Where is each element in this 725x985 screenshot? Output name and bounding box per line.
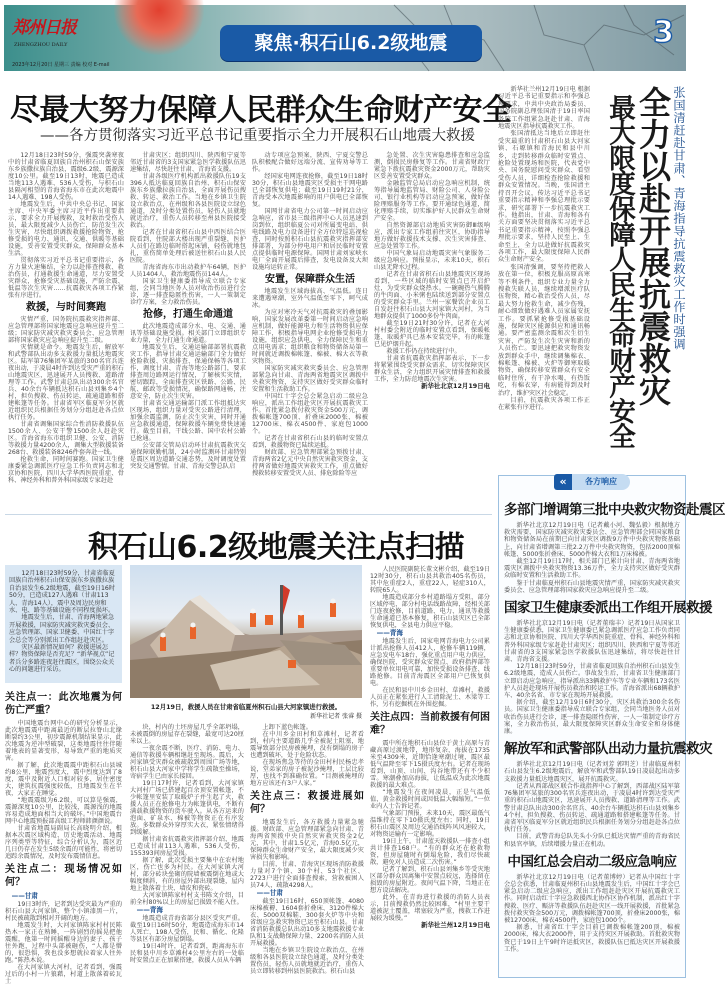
photo-caption: 12月19日，救援人员在甘肃省临夏州积石山县大河家镇进行救援。 [150,703,342,711]
paragraph: 当地在乡镇卫生院设立救治点，在州级和各县医院设立绿色通道，及时分类处置伤员，轻伤人员就地就近治疗，重伤人员立即转移到州县医院救治。积石山县 [250,947,364,975]
side-story [498,86,688,464]
focus-column-1 [5,688,123,985]
paragraph: 地震造成青海省部分县区受灾严重。截至19日16时50分，地震造成海东市14人死亡，198人受伤，民和、循化、化隆等县区有部分房屋倒塌。 [130,915,244,943]
rescue-scene-illustration [130,565,362,698]
paragraph: 记者在甘肃省积石山县的临时安置点看到，救援物资已陆续运抵。 [252,435,368,449]
paragraph: 地震发生区域海拔高、气温低。连日来遭遇寒潮，室外气温低至零下，呵气成冰。 [252,288,368,309]
rescue-photo [130,565,362,698]
responses-box-body [504,496,725,974]
paragraph: 在大河家镇大河村，记者看到，强震过后的小村一片狼藉，村道上散落着砖瓦土 [5,964,122,985]
article-title: 关注点三：救援进展如何？ [250,791,364,815]
paragraph: 地震发生后，交通运输部部署抗震救灾工作，指导甘肃交通运输部门全力做好抢险救援、灾损排查、保通保畅等各项工作，调度甘肃、青海等地公路部门，要求排查周边路网运行情况，了解核实灾情，密切跟踪，全面排查灾区铁路、公路、民航、邮政等受损情况，确保路网通畅，注意安全，防止次生灾害。 [130,344,246,400]
side-story-kicker: 张国清赶赴甘肃、青海指导抗震救灾工作时强调 [672,86,686,351]
paragraph: 目前，甘肃、青海灾区现场消防救援力量对7个镇、30个村、53个社区、2723户进行全面排查搜索，营救被困人员74人，疏散4298人。 [250,861,364,889]
paragraph: 公安部交管局启动环甘肃抗震救灾交通保障联勤机制，24小时监测环甘肃特别是震区周边道路交通态势，及时调度处置突发交通警情。甘肃、青海交警总队启 [130,442,246,470]
paragraph: 记者了解到，积石山县刘集乡等受灾地区部分群众因离集中安置点较远，选择留在损毁的房屋附近。夜间气温下降，当地正在想方设法解决。 [370,866,490,894]
paragraph: 新华社兰州12月19日电 根据习近平总书记重要指示和李强总理要求，中共中央政治局委员、国务院副总理张国清于19日率国务院工作组紧急赶赴甘肃、青海地震灾区指导抗震救灾工作。 [498,86,590,131]
dateline-subhead: ——甘肃 [256,889,283,897]
paragraph: 张国清抵达当地后立即赶往受灾最重的甘肃积石山县大河家镇、石塬镇和青海民和县中川乡，走到转移群众临时安置点、抢险处置现场和医院，代表党中央、国务院慰问受灾群众、看望受伤人员，详细检查抢险救援和群众安置情况。当晚，张国清主持召开会议，传达习近平总书记重要指示精神和李强总理批示要求，研究部署下一步抗震救灾工作。他指出，甘肃、青海和各有关方面要坚决贯彻落实习近平总书记重要指示精神，按照李强总理批示要求，坚持人民至上、生命至上，全力以赴做好抗震救灾各项工作，最大限度保障人民群众生命财产安全。 [498,130,590,264]
byline: 新华社兰州12月19日电 [421,921,490,929]
paragraph: 新华社北京12月19日电（记者董瑞丰）记者19日从国家卫生健康委获悉，国家卫生健康委已紧急调派医疗应急工作负责同志和北京协和医院、四川大学华西医院重症、骨科、神经外科和普外科国家级专家赶赴甘肃灾区；组织四川、陕西和宁夏等邻近甘肃省的3支国家紧急医学救援队伍迅速集结，将尽快赶往甘肃、青海省支援。 [504,620,680,664]
paragraph: 贯彻落实习近平总书记重要指示，各方力量火速集结，全力以赴排查搜救、救治伤员，打通救援生命通道，尽力安置受灾群众，抢修受灾基础设施，严防余震、低温等次生灾害……抗震救灾各项工作紧张有序进行。 [8,257,124,299]
paragraph: 在中川乡金田村和草滩村，记者看到，村内主要道路几乎全被泥土阻塞，地震导致部分民房被掩埋，没有倒塌的房子也遭到破坏，处于危险状态。 [250,731,364,759]
paragraph: 据了解，此次受损主要集中在农村地区，伤亡也多为村民。在大河家镇大河村，部分砖块垒砌的院墙被震倒在地或大幅度倾斜，有的房屋外部出现裂缝，屋内地上散落着土块、墙皮和瓷砖。 [130,857,244,892]
paragraph: 一夜余震不断，医疗、消防、电力、通信等救援车辆相继赶至现场。震后，大河家镇受灾群众被疏散到周围广场等地，积石山县大河家中学将学生疏散至操场，寄宿学生已由家长接回。 [130,745,244,780]
paragraph: 19日4时许，记者看到，距离海东市民和县中川乡草滩村4公里左右的一处临时安置点正在加紧搭建，救援人员从车辆 [130,943,244,964]
responses-tab [554,474,630,490]
article-title: 解放军和武警部队出动力量抗震救灾 [504,741,712,758]
paragraph: 国家防灾减灾救灾委员会、应急管理部紧急向甘肃、青海两省地震灾区调拨中央救灾物资，支持灾区做好受灾群众临时安置和生活救助工作。 [252,365,368,393]
byline: 新华社北京12月19日电 [421,382,490,390]
article-title: 中国红总会启动二级应急响应 [507,853,677,870]
paragraph: 灾情就是命令。地震发生后，解放军和武警部队出动多支救援力量抵达地震灾区。陆军第76集团军某旅的300名官兵连夜出动，于凌晨4时许到达受灾严重的积石山地震灾区，迅速展开人员搜救、道路清理等工作。武警甘肃总队出动300余名官兵、40余台车辆抵达积石山县刘集乡4个村，担负搜救、伤员转运、疏通道路和搭建帐篷等任务。甘肃省军区临夏军分区就近组织民兵根据任务划分分组赶赴各点位执行任务。 [8,344,124,421]
paragraph: 国网甘肃省电力公司第一时间启动应急响应，省市县三级指挥中心人员迅速到岗到位，组织临夏公司对所属变电站、供电线路及电力设备进行全方位特巡巡视检查，同时按照积石山县抗震救灾指挥部安排部署，为部分停电用户和居民临时安置点提供临时电源保障。国网甘肃刘家峡水电厂全面开展震后排查，发电设备及大坝设施均运转正常。 [252,208,368,271]
paragraph: 19日上午，甘肃蓝天救援队一排查小组共计排查168户。“有的群众还在抢救物资，但房屋随时有倒塌危险，我们尽快疏散，避免对人员造成二次伤害。” [370,838,490,866]
focus-intro-box [5,565,122,683]
article-title: 关注点二：现场情况如何？ [5,864,122,888]
lead-subheadline: ——各方贯彻落实习近平总书记重要指示全力开展积石山地震大救援 [40,128,475,144]
paragraph: 气象部门预报，未来10天，震区最低气温维持在零下10摄氏度左右；同时，19日积石山震区及周边交通沿线阵风风速较大，对物资运输有一定影响。 [370,810,490,838]
lead-column-1 [8,152,124,484]
paragraph: 地震发生后，各方救援力量紧急驰援。财政部、应急管理部紧急向甘肃、青海两省预拨中央自然灾害救灾资金2亿元，其中，甘肃1.5亿元，青海0.5亿元，保障群众生命财产安全，最大限度减少灾害损失和影响。 [250,819,364,861]
paragraph: 中国红十字会总会紧急启动二级应急响应，派出工作组赴灾区开展抗震救灾工作。首批紧急拨付救灾资金500万元，调拨棉帐篷700顶、折叠床2000张、棉被12700床、棉衣4500件、家庭包1000个。 [252,393,368,435]
paragraph: 据甘肃省抗震救灾指挥部介绍，地震已造成甘肃113人遇难，536人受伤，155393间房屋受损。 [130,836,244,857]
paragraph: 甘肃灾区；组织四川、陕西和宁夏等邻近甘肃省的3支国家紧急医学救援队伍迅速集结，尽快赶往甘肃、青海省支援。 [130,152,246,173]
paragraph: 据介绍，截至12月19日6时30分，灾区共救治300余名伤员。国家卫生健康委指导成立联合专家组，会同当地医务人员对收治伤员进行会诊，逐一排查隐匿性伤害，一人一策制定诊疗方案，全力救治伤员，最大限度保障灾区群众生命安全和身体健康。 [504,699,680,736]
dateline-subhead: ——青海 [136,906,163,914]
paragraph: 地震发生后，甘肃、青海两地紧急开展救援，国家防灾减灾救灾委员会、应急管理部、国家卫健委、中国红十字会总会等分别派出工作组赶赴灾区。 [9,614,115,644]
paragraph: 人民医院副院长董文彬介绍，截至19日12时30分，积石山县共救治405名伤员，其中危重症2人，重症22人，轻症310人，转院65人。 [370,566,490,594]
paragraph: 动专项应急预案，陕西、宁夏交警总队积极配合做好远端分流、宣传劝导等工作。 [252,152,368,173]
paragraph: “地震震级为6.2级，可以算是强震，震源深度10公里，比较浅，震源浅的地震容易造成地面相当大的破坏。”中国地震台网中心地震预报部高级工程师韩颜颜说。 [5,797,122,825]
paragraph: 经国家电网连夜抢修，截至19日18时30分，积石山县地震灾区受损主干网电路已全部恢复供电；截至19日19时21分，青海受本次地震影响的用户供电已全部恢复。 [252,173,368,208]
paragraph: 上卸下蓝色帐篷。 [262,724,312,731]
paragraph: 抢救生命，同时间赛跑。国家卫生健康委紧急调派医疗应急工作负责同志和北京协和医院、四川大学华西医院重症、骨科、神经外科和普外科国家级专家赶赴 [8,456,124,484]
paragraph: 青海省海东市出动救护车64辆，医护人员1404人，救治地震伤员144人。 [130,264,246,278]
paragraph: 新华社北京12月19日电（记者刘芳 郭明芝）甘肃临夏州积石山县发生6.2级地震后，解放军和武警部队19日凌晨起出动多支救援力量抵达地震灾区，展开抗震救灾。 [504,761,680,783]
focus-column-4 [370,566,490,982]
paragraph: 财政部、应急管理部紧急预拨甘肃、青海两省2亿元中央自然灾害救灾资金，支持两省做好地震灾害救灾工作，重点做好搜救转移安置受灾人员、排危除险等应 [252,449,368,477]
paragraph: 金融监管总局启动应急响应机制，统筹指导属地监管局、财险公司、人身险公司、银行业机构等启动应急预案，做好保险理赔服务等工作。要开通绿色通道，简化理赔手续，切实维护好人民群众生命财产安全。 [374,180,490,222]
subheading: 安置，保障群众生活 [265,274,355,285]
paragraph: 12月18日23时59分，强震突袭寒夜中的甘肃省临夏回族自治州积石山保安族东乡族撒拉族自治县，震级6.2级，震源深度10公里。截至19日13时，地震已造成当地113人遇难、536人受伤，与积石山县隔河相望的青海省海东市在此次地震中14人遇难、198人受伤。 [8,152,124,201]
paragraph: 此外，在青海进行救援的消防人员表示，目前搜救仍然比较困难，“村里主要干道被泥土覆盖，堵塞较为严重，搜救工作进展较为缓慢。” [370,894,490,922]
paragraph: 据了解，此次地震震中距积石山县城约8公里，地震烈度大，震中烈度达到了8度，震中及附近人口相对较多，居住密度大，建筑抗震强度较低，且地震发生在半夜，大家正在睡觉。 [5,762,122,797]
paragraph: 自然资源部启动地质灾害防御Ⅲ级响应，派出专家工作组前往灾区，协助指导地方做好救援技术支撑、次生灾害排查、应急处置等工作。 [374,222,490,250]
paragraph: 甘肃省调集国家综合性消防救援队伍1500余人、公安干警1500余人赶赴灾区。青海省海东市组织卫健、公安、消防等救援力量4200余人，调集大型救援装备268台、救援装备8246件套奔赴一线。 [8,421,124,456]
paragraph: 据悉，甘肃省红十字会目前已调拨棉帐篷200顶，棉被2000床，棉大衣2000件，用于支持灾区开展救助。首批救灾物资已于19日上午9时许运抵灾区，救援队伍已抵达灾区开展救援工作。 [504,924,680,953]
article-title: 关注点一：此次地震为何伤亡严重？ [5,692,122,716]
article-title: 关注点四：当前救援有何困难？ [370,712,490,736]
paragraph: 12月18日23时59分，甘肃省临夏回族自治州积石山县发生6.2级地震，造成人员伤亡。事故发生后，甘肃省卫生健康部门立即启动应急响应，指导派出33辆救护车等专业车辆和173名医护人员赶赴现场开展伤员救治和转运工作。青海省派出68辆救护车、40余名省、市专家在现场开展救援。 [504,663,680,700]
paragraph: 张国清强调，要坚持把救人放在第一位，积极克服高原高寒等不利条件，组织专业力量全力搜救失联人员，继续增派医疗队伍物资，精心救治受伤人员，尽最大努力抢救生命，减少伤残，耐心细致做好遇难人员家属安抚工作。要抓紧抢修受损基础设施，保障灾区能源供应和通讯畅通。要严密监测余震和次生衍生灾害，严防发生次生灾害和新的人员伤亡。要迅速把救灾物资发放到群众手中，继续调集棉衣、棉帐篷、棉被、火炉等御寒取暖物资，确保转移安置群众有安全临时住所，有干净水喝，有热饭吃，有棉衣穿，有病能得到及时治疗，维护灾区社会稳定。 [498,263,590,397]
paragraph: 地震发生后，中共中央总书记、国家主席、中央军委主席习近平作出重要指示，要求全力开展搜救，及时救治受伤人员，最大限度减少人员伤亡，防范发生次生灾害，尽快组织调拨救援抢险物资，抢修受损的电力、通讯、交通、供暖等基础设施，妥善安置受灾群众，保障群众基本生活。 [8,201,124,257]
paragraph: 块，村内的土坯房屋几乎全部坍塌，未被震倒的房屋存在裂缝，最宽可达20厘米以上。 [130,724,244,745]
responses-box [498,475,725,978]
paragraph: 19日17时许，记者看到，大河家镇大河村广场已搭建起百余顶安置帐篷，不少帐篷里安装了取暖炉子并生起了火，救援人员正在抢修电力为帐篷供电，不断有满载救援物资的货车驶入。从各方运来的泡面、矿泉水、棉被等物资正在有序发放。多数群众外穿厚实大衣，紧张情绪得到缓解。 [130,780,244,836]
seismic-sun-graphic [114,0,204,55]
paragraph: 为应对寒冷天气对抗震救灾的叠加影响，国家发展改革委第一时间启动应急响应机制，做好能源电力和生活物资供应保障工作，积极指导电网企业抢修受损电力设施，组织应急供电，全力保障民生和重点用电需求；组织粮食和物资储备局第一时间就近调拨棉帐篷、棉被、棉大衣等救灾物资。 [252,309,368,365]
paragraph: 救援工作仍在持续进行中。 [386,348,461,355]
paragraph: 中国气象局启动地震灾害气象服务二级应急响应。预报显示，未来10天，积石山县无降水过程。 [374,250,490,271]
paragraph: 甘肃省地震局副局长高晓明介绍，根据本次震区域构造、历史地震活动、地震序列类型等特征，综合分析认为，震区近几日仍存在发生5级余震的可能性，将密切追踪余震情况，及时发布震情信息。 [5,825,122,860]
paragraph: 新华社北京12月19日电（记者董博婷）记者从中国红十字会总会获悉，甘肃临夏州积石山县地震发生后，中国红十字会已紧急启动二级应急响应，派出工作组赶赴灾区开展抗震救灾工作。同时启动红十字应急救援西北协作区协作机制，派出红十字搜救、医疗、赈济等救援队伍赶赴灾区一线开展救援，首批紧急拨付救灾资金500万元，调拨棉帐篷700顶，折叠床2000张，棉被12700床，棉衣4500件，家庭包1000个。 [504,873,680,924]
paragraph: 鉴于甘肃临夏州积石山县地震灾情严重，国家防灾减灾救灾委员会、应急管理部将国家救灾应急响应提升至二级。 [504,579,680,594]
paragraph: 地震发生时，大河家镇陈家村村民陈热木一家正在熟睡，一阵剧烈的摇晃把他震醒，他第一时间摇醒身边的妻子、孩子往外跑，过程中头部被砸伤，“人都是懵的，很恐惧，我也没多想就拉着家人往外跑。”陈热木说。 [5,922,122,964]
paragraph: 新华社北京12月19日电（记者戴小河、魏弘毅）根据地方救灾需要，国家防灾减灾救灾委员会、应急管理部会同国家粮食和物资储备局在前期已向甘肃灾区调拨9万件中央救灾物资基础上，向甘肃省增调第三批2.2万件中央救灾物资，包括2000顶棉帐篷、5000张折叠床、5000件棉大衣和1万床棉被。 [504,522,680,558]
paragraph: 中国地震台网中心的研究分析显示，此次地震震中距离最近的断层拉脊山北缘断裂约3公里，初步震源机制结果显示，此次地震为逆冲型破裂，这类地震往往伴随着地表的显著变形，易导致严重的地质灾害。 [5,720,122,762]
paragraph: 急处置、次生灾害隐患排查和应急监测，倒损民房修复等工作。甘肃省财政厅紧急下拨抗震救灾资金2000万元，帮助灾区妥善安置受灾群众。 [374,152,490,180]
dateline: 2023年12月20日 星期三 责编 校对 E-mail [12,62,110,68]
paragraph: 地震造成部分乡村道路塌方受阻，部分区域停电，部分村电话线路故障，经相关部门连夜抢修，目前道路、电力、通讯等救援生命通道已基本修复，积石山县灾区已全部恢复供电，全县电力供应平稳。 [370,594,490,629]
lead-column-3 [252,152,368,477]
paragraph: 灾情严重，国务院抗震救灾指挥部、应急管理部将国家地震应急响应提升至二级；国家防灾减灾救灾委员会、应急管理部将国家救灾应急响应提升至二级。 [8,316,124,344]
paragraph: 大河家镇陈家村村支书陈文介绍，目前全村80%以上的房屋已损毁不能入住。 [130,892,244,906]
newspaper-logo: 郑州日报 [12,18,76,38]
paragraph: 国家卫生健康委指导成立联合专家组，会同当地医务人员对收治伤员进行会诊，逐一排查隐匿性伤害，一人一策制定诊疗方案，全力救治伤员。 [130,278,246,306]
paragraph: 19日3时许，记者到达受灾最为严重的积石山县大河家镇，整个小镇漆黑一片，村民被疏散到相对开阔的地方。 [5,901,123,922]
lead-column-2 [130,152,246,470]
focus-column-3 [250,724,364,982]
masthead [4,5,686,71]
paragraph: 甘肃各级医疗机构派出救援队伍19支396人抵达临夏回族自治州、积石山保安族东乡族撒拉族自治县，全面开展伤员搜救、转运、救治工作。当地在乡镇卫生院设立救治点，在州级和各县医院设立绿色通道，及时分类处置伤员，轻伤人员就地就近治疗，重伤人员转移至州县医院接受救治。 [130,173,246,229]
paragraph: 截至19日16时，650顶帐篷、4080床棉被褥、1604套折叠床、3120件棉大衣、5000双棉鞋、300套火炉等中央和省级应急救灾物资已运至积石山县。甘肃省消防救援总队出动10多支地震救援专业队和1支战勤保障力量、2200名消防人员开展救援。 [250,898,364,947]
side-story-vertical-headline [594,86,688,449]
photo-credit: 新华社记者 张睿 摄 [310,713,362,720]
paragraph: 目前，武警青海总队先头小分队已抵达灾情严重的青海省民和县官亭镇，后续增援力量正在机动。 [504,833,680,848]
responses-tab-label: 各方响应 [572,474,630,490]
paragraph: 记者在甘肃省积石山县中西医结合医院看到，住院部大楼出现严重裂缝，医护人员们在路边临时搭起床铺，轻伤就地包扎，重伤简单处理后被送往积石山县人民医院。 [130,229,246,264]
double-chevron-left-icon: « [554,474,572,490]
lead-column-4 [374,152,490,400]
paragraph: 记者在甘肃省积石山县地震灾区现场看到，一些区域的临时安置点已开启炉灶，为受灾群众烧热水。一碗碗热气腾腾的牛肉面、小米粥也陆续送到部分安置点的受灾群众手里。兰州一家餐饮企业员工自发赶往积石山县大河家镇大河村，为当地群众提供了1000多份牛肉面。 [374,271,490,320]
paragraph: 截至12月19日17时，相关部门已累计向甘肃、青海两省地震灾区调拨中央救灾物资13.36万件，全力支持灾区做好受灾群众临时安置和生活救助工作。 [504,558,680,580]
subheading: 抢修，打通生命通道 [143,309,233,320]
focus-section-title: 积石山6.2级地震关注点扫描 [88,530,465,565]
page-number: 3 [653,15,674,50]
paragraph: “地震发生在夜间凌晨，正是气温低值，黄金救援时间或因低温大幅缩短。”一位业内人士告诉记者。 [370,789,490,810]
dateline-subhead: ——青海 [376,629,403,637]
paragraph: 在现场焦急等待的金田村村民杨忠孝说，堂弟家的房子被泥沙掩埋，土层比较厚，也找不到准确位置。“目测被掩埋的地方应该还有3户人家。” [250,759,364,787]
paragraph: 甘肃省交通运输部门派工作组抵达灾区现场，组织力量对受灾公路进行清理，加强余震监测，防止次生灾害，同时开通应急救援通道，保障救援车辆免费快速通行。截至目前，干线公路、国中农村公路已抢通。 [130,400,246,442]
paragraph: 目前，抗震救灾各项工作正在紧张有序进行。 [498,397,590,412]
dateline-subhead: ——甘肃 [11,892,38,900]
paragraph: 记者从西部战区联合作战指挥中心了解到，西部战区陆军第76集团军某旅的300名官兵连夜出动，于凌晨4时许到达受灾严重的积石山地震灾区，迅速展开人员搜救、道路清理等工作。武警甘肃总队出动300余名官兵、40余台车辆抵达积石山县刘集乡4个村，担负搜救、伤员转运、疏通道路和搭建帐篷等任务。甘肃省军区临夏军分区就近组织民兵根据任务划分分组赶赴各点位执行任务。 [504,782,680,834]
side-story-headline-line2: 最大限度保障人民生命财产安全 [604,94,635,449]
paragraph: 地震发生后，国家电网青海电力公司累计派出抢修人员412人，抢修车辆119辆，应急发电车18台，强化重点用户电力供应，确保医院、受灾群众安置点、政府指挥部等重要单位用电可靠，加快受损设备排查、线路抢修。目前青海震区全部用户已恢复供电。 [370,638,490,687]
paragraph: 震中所在地积石山县位于黄土高原与青藏高原过渡地带，地形复杂，海拔在1735米至4309米，近期恰逢寒潮过境，震区最低气温降至零下15摄氏度左右。记者在现场看到，山顶、山间、沟谷地带还有不少积雪。寒潮叠加高海拔，让低温成为此次地震救援的最大难点。 [370,740,490,789]
paragraph: 截至19日21时30分许，记者在大河村村委会附近的临时安置点看到，保暖帐篷、取暖炉具已基本安装完毕，有的帐篷已见炉烟升起。 [374,320,490,348]
paragraph: 灾区最新情况如何？救援进展怎样？物资保障是否充足？“新华视点”记者兵分多路连夜赶往震区，围绕公众关心的问题进行采访。 [9,644,115,674]
section-divider [5,514,492,515]
article-title: 国家卫生健康委派出工作组开展救援 [504,600,712,617]
focus-column-2 [130,724,244,982]
paragraph: 甘肃省抗震救灾指挥部表示，下一步将紧紧围绕受灾群众需求，切实保障灾区群众生活，全力组织开展灾情排查和救援工作，全力防范地震次生灾害。 [374,355,490,383]
article-title: 多部门增调第三批中央救灾物资赴震区 [504,502,725,518]
subheading: 救援，与时间赛跑 [26,302,106,313]
section-banner: 聚焦·积石山6.2级地震 [220,25,482,61]
side-story-headline-line1: 全力以赴开展抗震救灾 [634,86,672,406]
lead-headline: 尽最大努力保障人民群众生命财产安全 [10,93,512,128]
paragraph: 12月18日23时59分，甘肃省临夏回族自治州积石山保安族东乡族撒拉族自治县发生6.2级地震，截至19日16时50分，已造成127人遇难（甘肃113人、青海14人），震中及周边民房和水、电、路等基础设施不同程度损坏。 [9,570,116,615]
newspaper-logo-english: ZHENGZHOU DAILY [14,42,68,48]
paragraph: 在民和县中川乡金田村、草滩村，救援人员正在紧张进行人工清除泥土、木梁等工作，另有挖掘机在外围挖掘。 [370,687,490,708]
paragraph: 此次地震造成部分水、电、交通、通讯等基础设施受损。相关部门立即组织专业力量，全力打通生命通道。 [130,323,246,344]
